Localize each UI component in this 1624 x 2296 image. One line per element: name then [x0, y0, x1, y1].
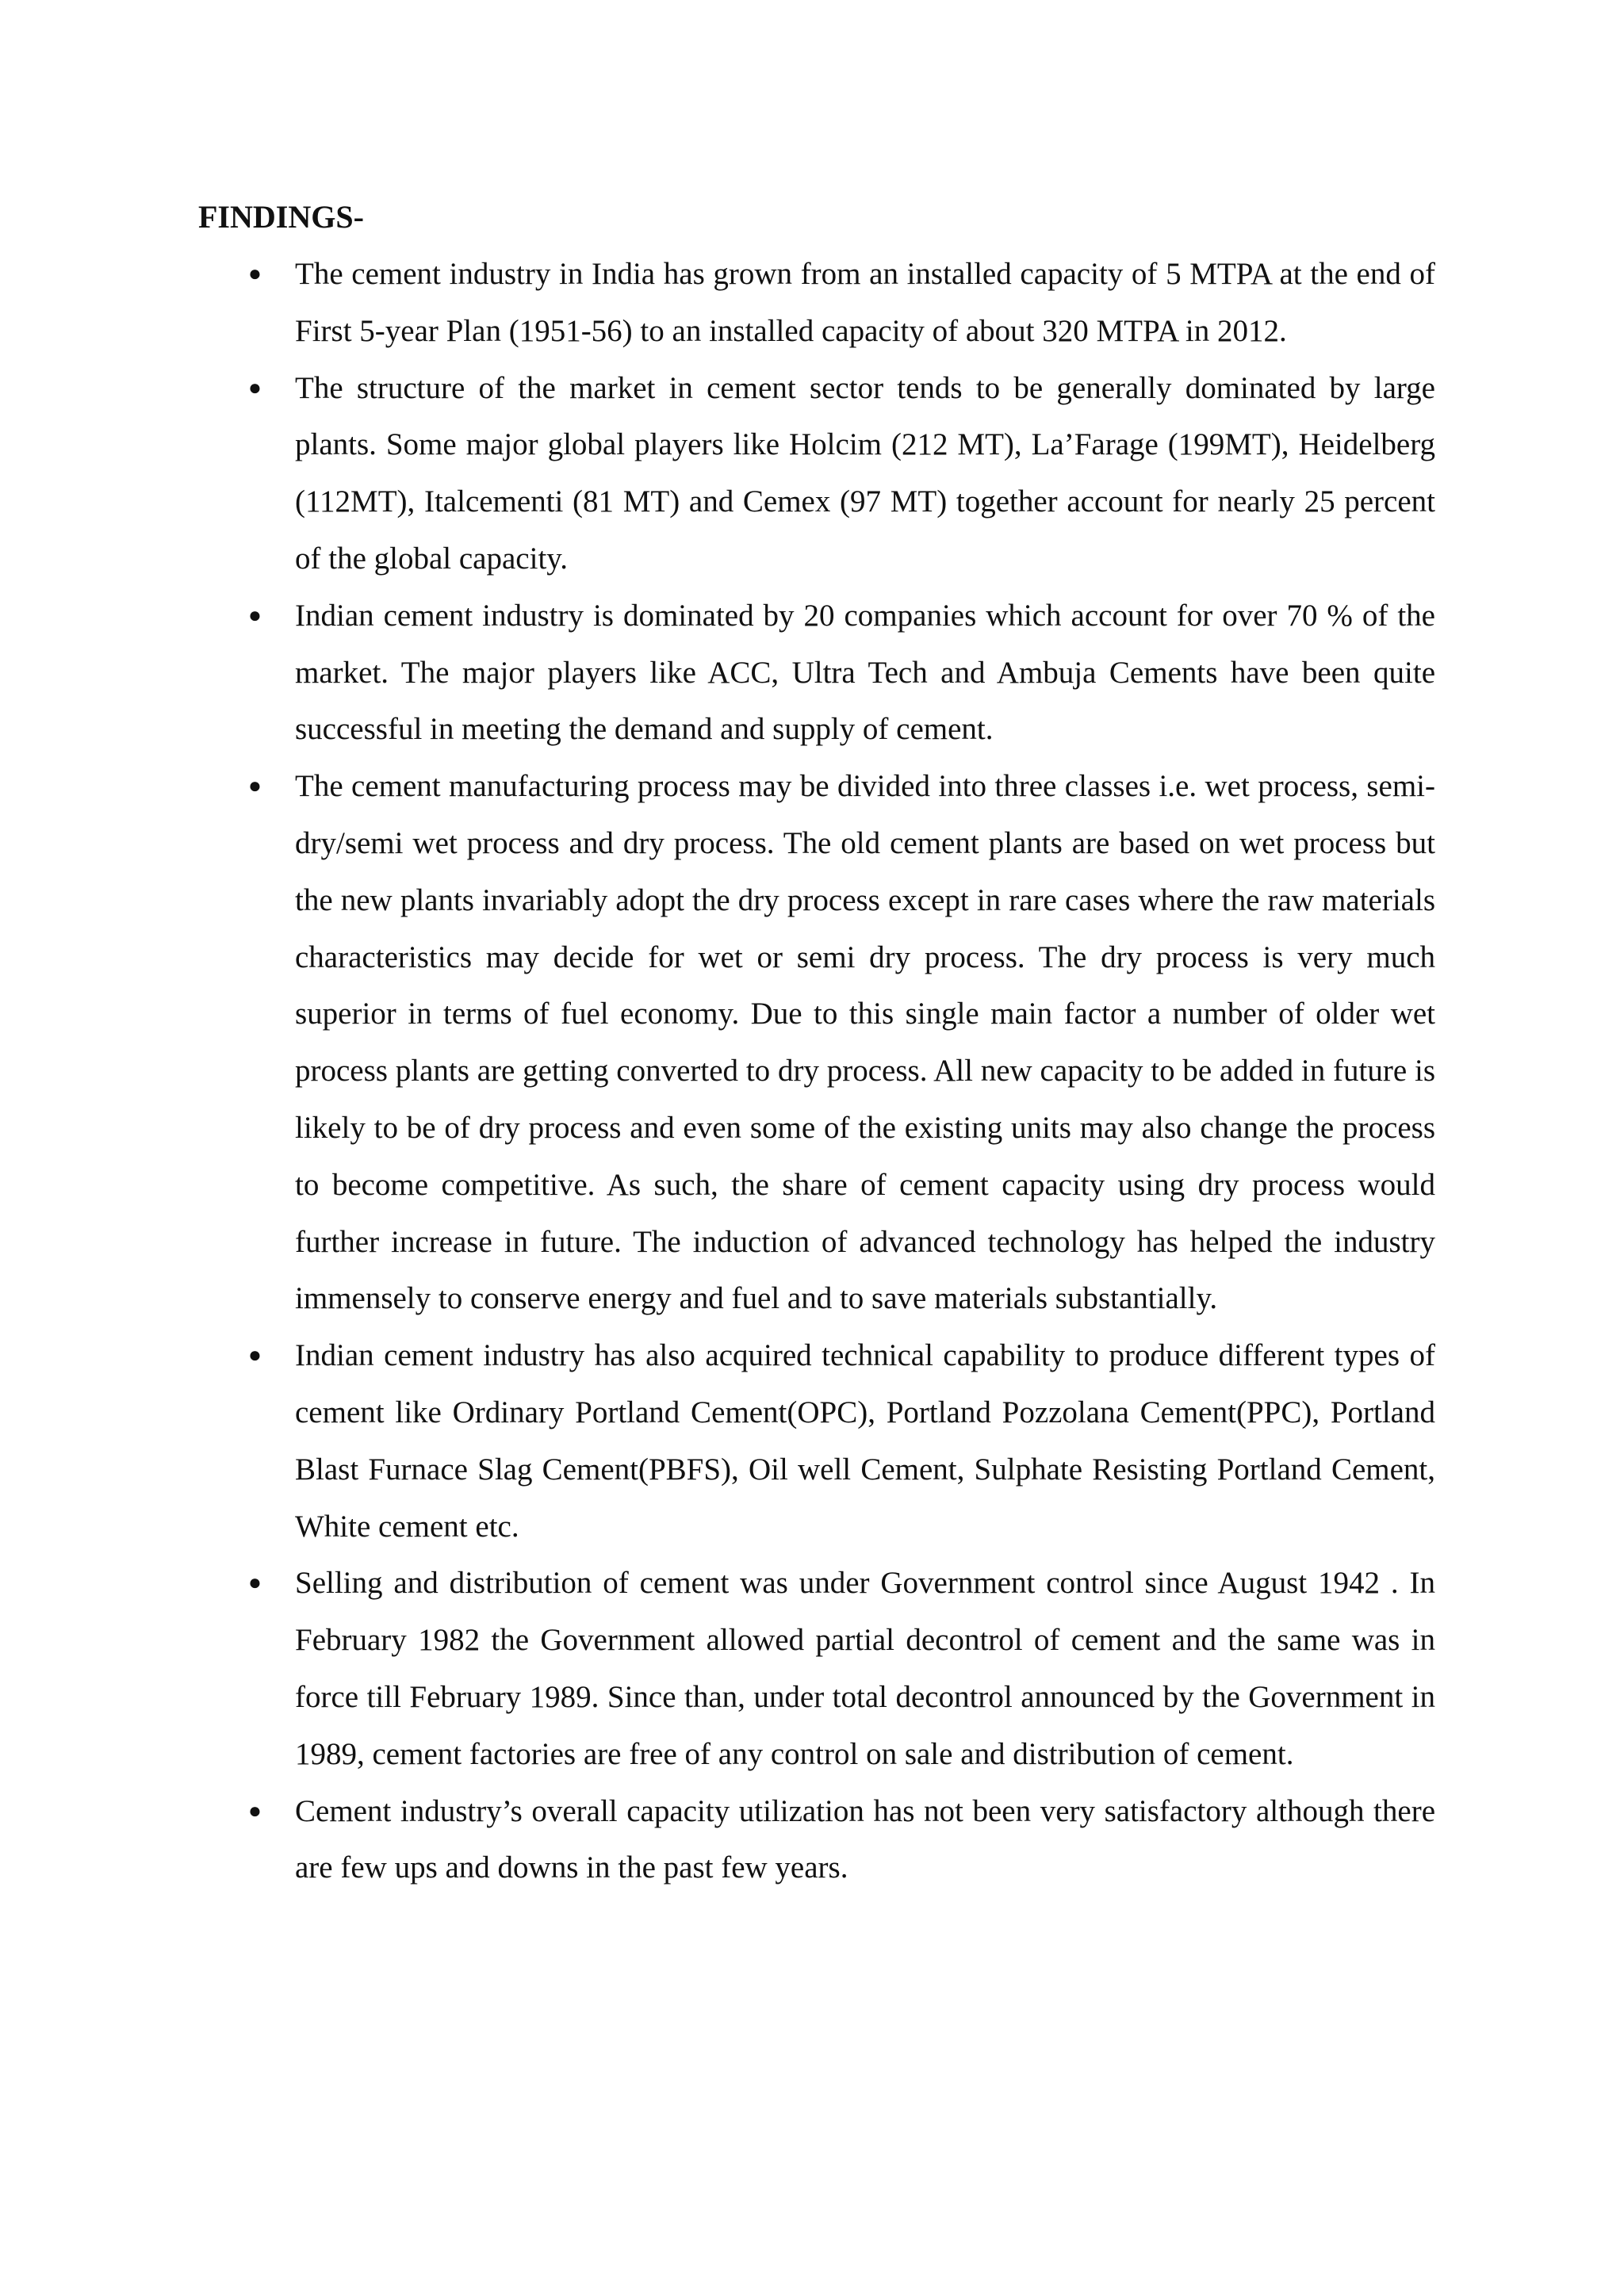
finding-text: Indian cement industry has also acquired technical capability to produce different types of cement like Ordinary Portland Cement(OPC), Portland Pozzolana Cement(PPC), Portland Blast Furnace Slag Cement(PBFS), Oil well Cement, Sulphate Resisting Portland Cement, White cement etc. — [295, 1338, 1435, 1544]
bullet-icon: ● — [248, 774, 262, 799]
bullet-icon: ● — [248, 1343, 262, 1368]
finding-item — [248, 360, 1435, 587]
bullet-icon: ● — [248, 603, 262, 628]
findings-list — [248, 246, 1435, 1896]
finding-item — [248, 587, 1435, 758]
finding-text: The cement manufacturing process may be divided into three classes i.e. wet process, semi-dry/semi wet process and dry process. The old cement plants are based on wet process but the new plants invariably adopt the dry process except in rare cases where the raw materials characteristics may decide for wet or semi dry process. The dry process is very much superior in terms of fuel economy. Due to this single main factor a number of older wet process plants are getting converted to dry process. All new capacity to be added in future is likely to be of dry process and even some of the existing units may also change the process to become competitive. As such, the share of cement capacity using dry process would further increase in future. The induction of advanced technology has helped the industry immensely to conserve energy and fuel and to save materials substantially. — [295, 769, 1435, 1316]
finding-item — [248, 246, 1435, 360]
bullet-icon: ● — [248, 1571, 262, 1596]
finding-item — [248, 1555, 1435, 1782]
finding-text: The structure of the market in cement sector tends to be generally dominated by large plants. Some major global players like Holcim (212 MT), La’Farage (199MT), Heidelberg (112MT), Italcementi (81 MT) and Cemex (97 MT) together account for nearly 25 percent of the global capacity. — [295, 370, 1435, 576]
finding-text: Indian cement industry is dominated by 20 companies which account for over 70 % of the market. The major players like ACC, Ultra Tech and Ambuja Cements have been quite successful in meeting the demand and supply of cement. — [295, 598, 1435, 747]
finding-item — [248, 1327, 1435, 1555]
finding-text: Selling and distribution of cement was under Government control since August 1942 . In February 1982 the Government allowed partial decontrol of cement and the same was in force till February 1989. Since than, under total decontrol announced by the Government in 1989, cement factories are free of any control on sale and distribution of cement. — [295, 1566, 1435, 1771]
finding-text: The cement industry in India has grown from an installed capacity of 5 MTPA at the end of First 5-year Plan (1951-56) to an installed capacity of about 320 MTPA in 2012. — [295, 257, 1435, 348]
finding-item — [248, 758, 1435, 1327]
bullet-icon: ● — [248, 1798, 262, 1823]
bullet-icon: ● — [248, 262, 262, 286]
finding-text: Cement industry’s overall capacity utilization has not been very satisfactory although there are few ups and downs in the past few years. — [295, 1793, 1435, 1885]
findings-heading: FINDINGS- — [198, 199, 364, 235]
finding-item — [248, 1783, 1435, 1897]
bullet-icon: ● — [248, 375, 262, 400]
